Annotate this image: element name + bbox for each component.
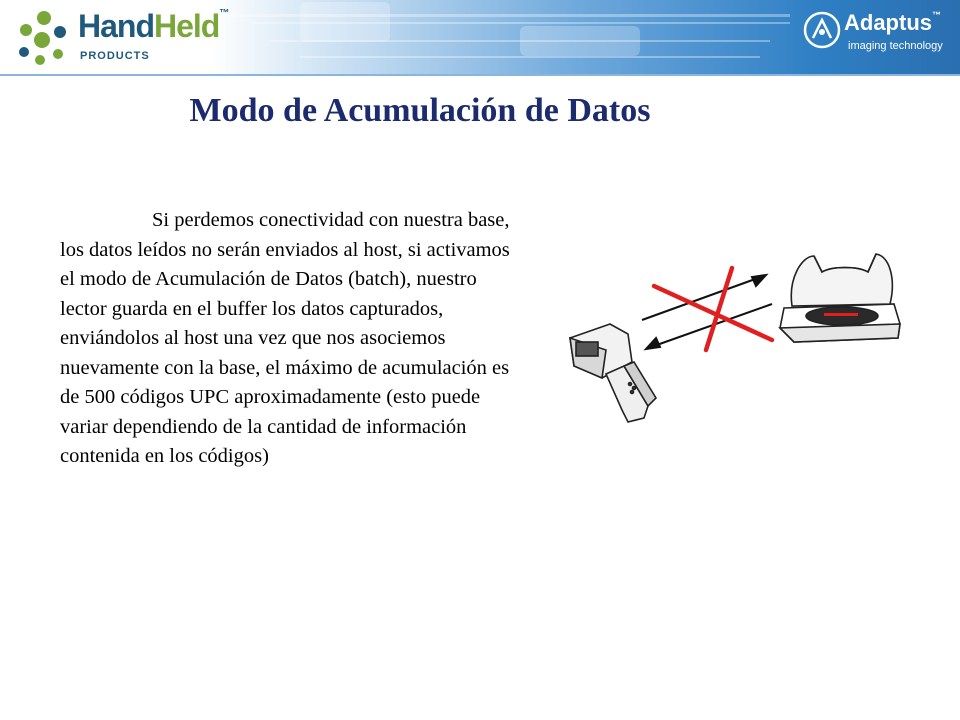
adaptus-brand: Adaptus — [844, 10, 932, 35]
slide-title: Modo de Acumulación de Datos — [189, 92, 651, 129]
dot-cluster-logo-icon — [14, 8, 74, 68]
adaptus-logo-icon — [802, 10, 842, 50]
brand-part-hand: Hand — [78, 8, 154, 44]
handheld-wordmark — [78, 8, 228, 45]
handheld-logo — [14, 6, 229, 70]
adaptus-name — [844, 10, 941, 36]
brand-part-held: Held — [154, 8, 220, 44]
adaptus-logo — [800, 8, 950, 68]
slide-body-text: Si perdemos conectividad con nuestra base, los datos leídos no serán enviados al host, si activamos el modo de Acumulación de Datos (batch), nuestro lector guarda en el buffer los datos capturados, enviándolos al host una vez que nos asociemos nuevamente con la base, el máximo de acumulación es de 500 códigos UPC aproximadamente (esto puede variar dependiendo de la cantidad de información contenida en los códigos) — [60, 209, 510, 467]
adaptus-tagline: imaging technology — [848, 40, 943, 52]
adaptus-trademark: ™ — [932, 10, 941, 20]
barcode-scanner-icon — [570, 324, 656, 422]
products-label: PRODUCTS — [80, 50, 150, 62]
trademark-mark: ™ — [219, 8, 229, 19]
illustration — [562, 238, 912, 433]
scanner-base-illustration — [562, 238, 912, 433]
charging-base-icon — [780, 254, 900, 342]
